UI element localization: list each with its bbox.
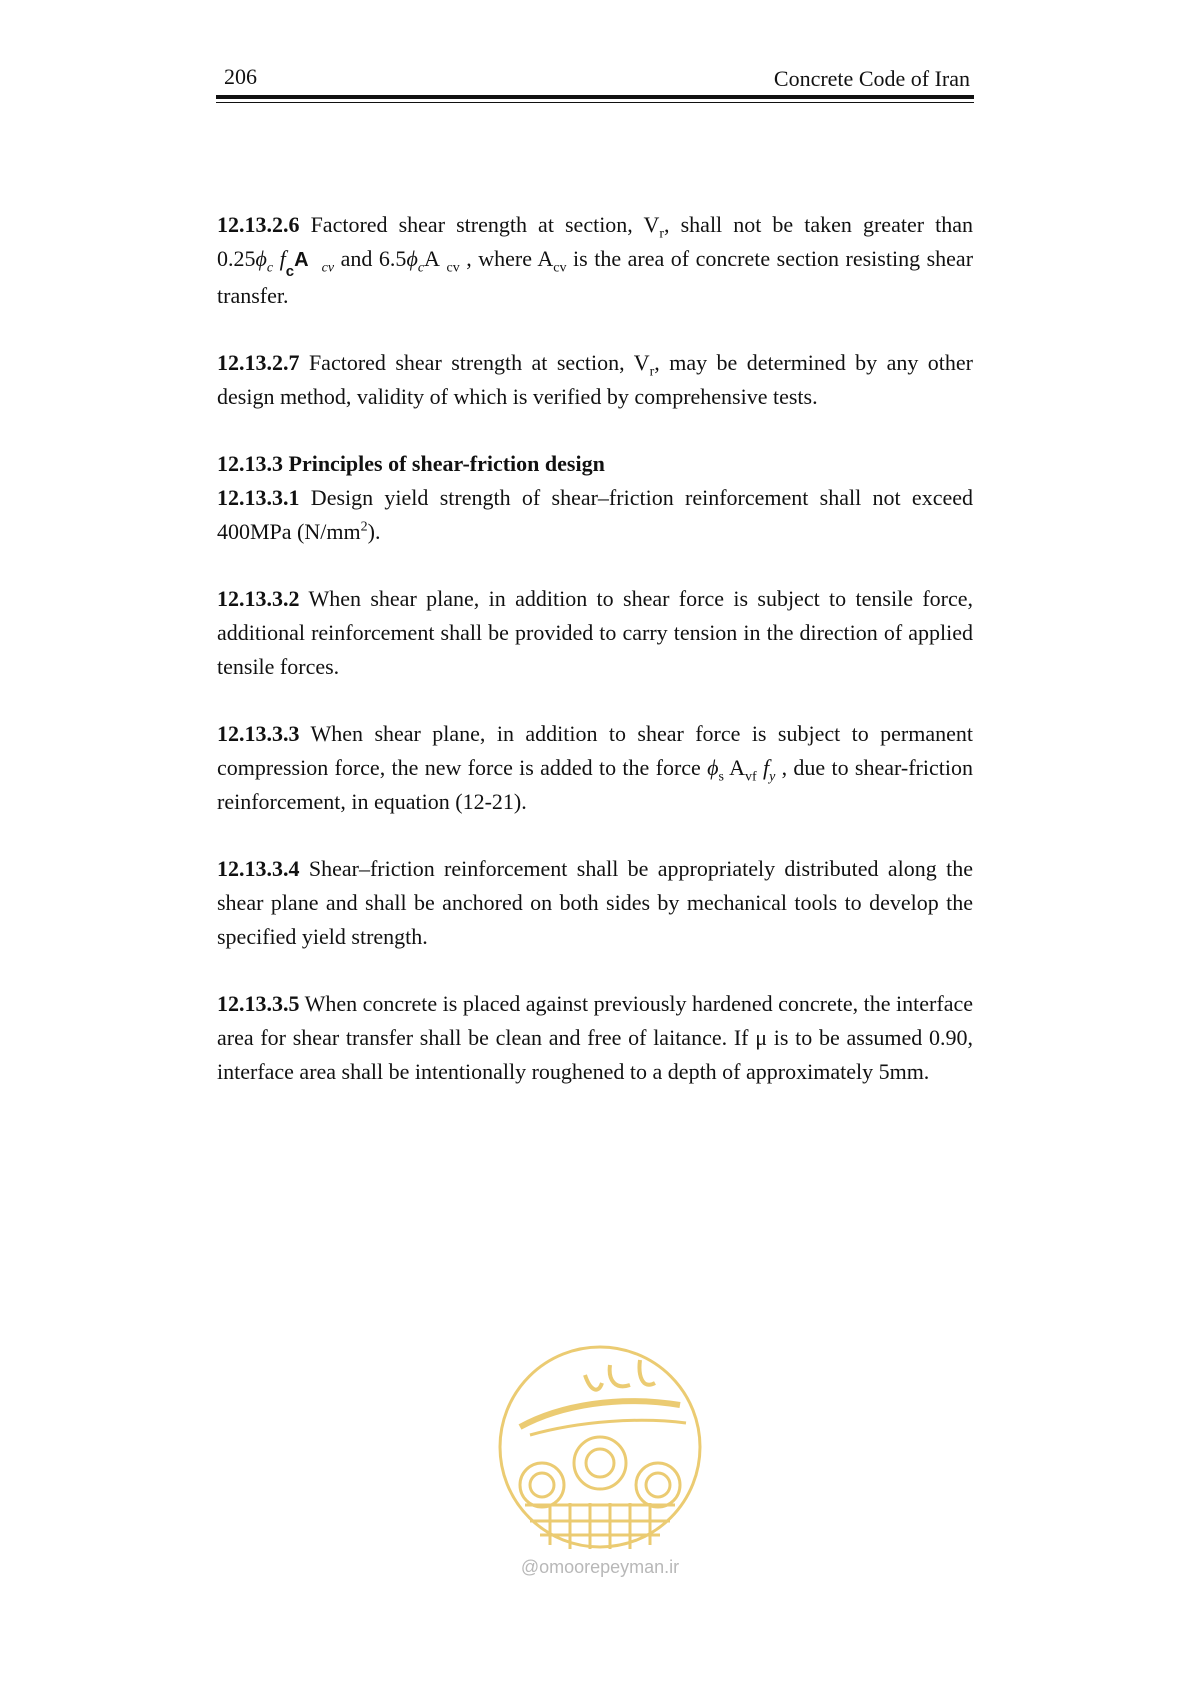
clause-number: 12.13.2.6 [217,212,300,237]
text: Factored shear strength at section, V [299,350,650,375]
text: , shall not be taken greater than 0.25 [217,212,973,271]
A-symbol: A [424,246,440,271]
subscript: cv [553,260,567,276]
text: is the area of concrete section resisting shear transfer. [217,246,974,308]
A-symbol: A [294,249,309,271]
paragraph-12-13-3-5 [217,987,973,1089]
f-symbol: f [279,246,286,271]
superscript: 2 [360,519,368,535]
paragraph-12-13-3-3 [217,717,973,819]
page-header [216,58,974,102]
text: Shear–friction reinforcement shall be appropriately distributed along the shear plane and shall be anchored on both sides by mechanical tools to develop the specified yield strength. [217,856,973,949]
clause-number: 12.13.3.3 [217,721,300,746]
subscript: cv [446,260,460,276]
text: , where A [459,246,554,271]
paragraph-12-13-3-4 [217,852,973,954]
subscript: c [417,260,425,276]
text: Design yield strength of shear–friction reinforcement shall not exceed 400MPa (N/mm [217,485,973,544]
section-heading: 12.13.3 Principles of shear-friction design [217,451,605,476]
text: ). [367,519,381,544]
watermark-caption: @omoorepeyman.ir [520,1557,680,1577]
subscript: cv [321,260,335,276]
text: , due to shear-friction reinforcement, in equation (12-21). [217,755,973,814]
text: When shear plane, in addition to shear force is subject to permanent compression force, the new force is added to the force [217,721,973,780]
c-symbol: c [285,263,295,280]
subscript: vf [744,769,757,785]
A-symbol: A [723,755,745,780]
paragraph-12-13-2-7 [217,346,973,414]
clause-number: 12.13.3.1 [217,485,300,510]
phi-symbol: ϕ [406,246,418,271]
header-rule-thick [216,95,974,99]
clause-number: 12.13.3.2 [217,586,300,611]
phi-symbol: ϕ [707,755,719,780]
subscript: r [649,364,655,380]
f-symbol: f [756,755,770,780]
text: and 6.5 [334,246,407,271]
page-number: 206 [224,64,257,89]
subscript: y [769,769,776,785]
seal-logo-icon [490,1335,710,1555]
paragraph-12-13-3-2 [217,582,973,684]
subscript: r [659,226,665,242]
paragraph-12-13-2-6 [217,208,973,313]
clause-number: 12.13.3.5 [217,991,300,1016]
text: Factored shear strength at section, V [299,212,660,237]
text: , may be determined by any other design method, validity of which is verified by comprehensive tests. [217,350,973,409]
text: When shear plane, in addition to shear force is subject to tensile force, additional reinforcement shall be provided to carry tension in the direction of applied tensile forces. [217,586,973,679]
clause-number: 12.13.3.4 [217,856,300,881]
phi-symbol: ϕ [255,246,267,271]
header-rule-thin [216,102,974,103]
clause-number: 12.13.2.7 [217,350,300,375]
subscript: c [266,260,274,276]
page-body [217,208,973,1089]
running-title: Concrete Code of Iran [773,66,970,91]
paragraph-12-13-3-1 [217,481,973,549]
watermark-seal [490,1335,710,1575]
subscript: s [718,769,724,785]
text: When concrete is placed against previously hardened concrete, the interface area for shear transfer shall be clean and free of laitance. If μ is to be assumed 0.90, interface area shall be intentionally roughened to a depth of approximately 5mm. [217,991,973,1084]
